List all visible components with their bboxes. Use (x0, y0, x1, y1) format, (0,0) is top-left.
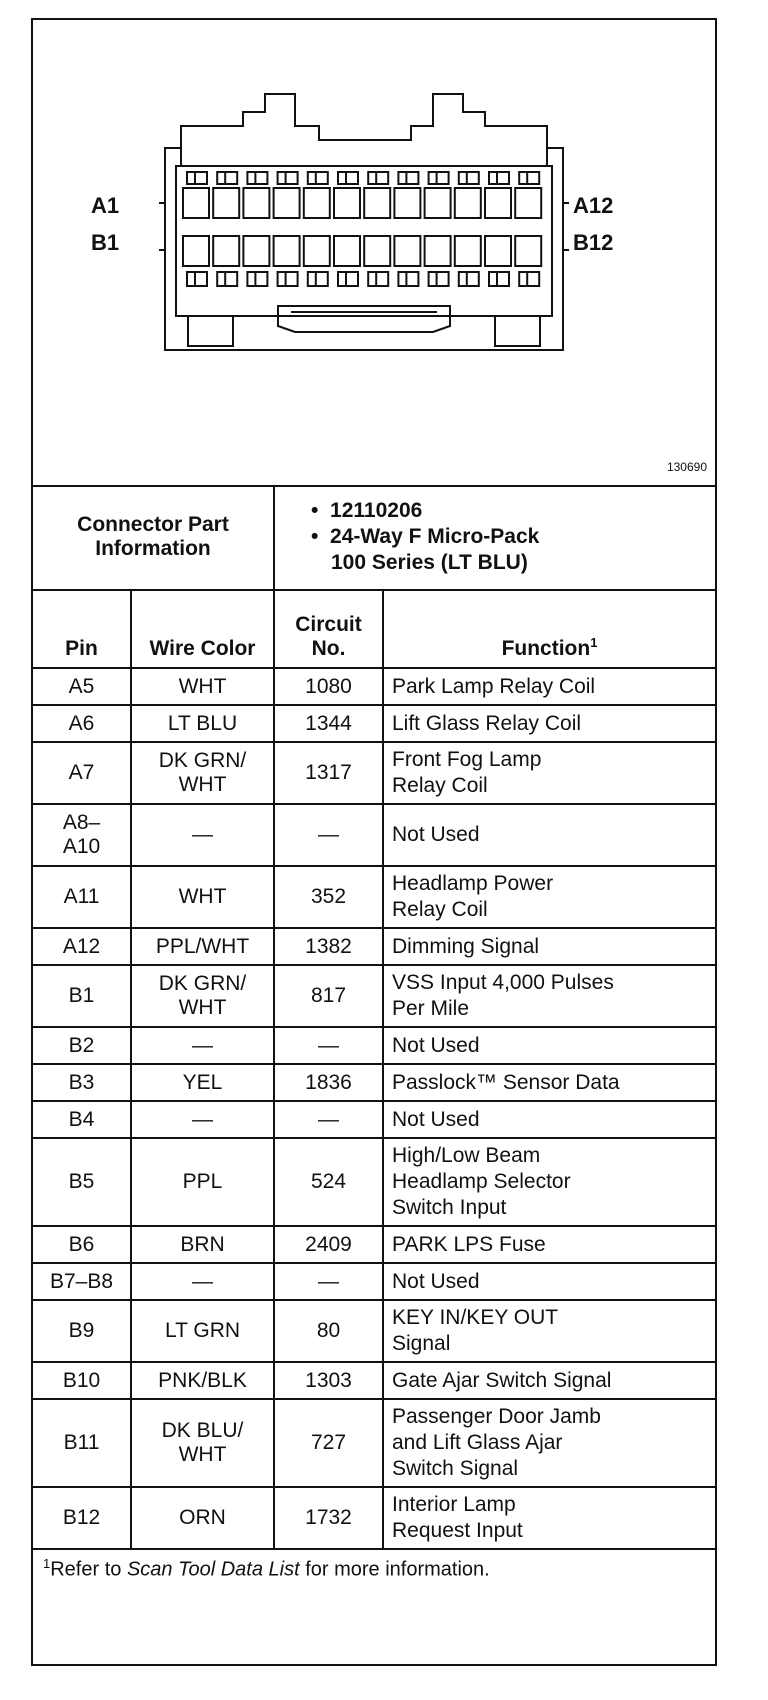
function-cell-line: Lift Glass Relay Coil (392, 711, 582, 735)
wire-color-cell-line: DK BLU/ (161, 1419, 244, 1442)
function-cell (383, 928, 715, 965)
function-cell (383, 866, 715, 928)
table-row (33, 705, 715, 742)
wire-color-cell-line: ORN (179, 1506, 226, 1529)
function-cell (383, 1300, 715, 1362)
function-cell-line: Park Lamp Relay Coil (392, 674, 596, 698)
table-row (33, 1362, 715, 1399)
wire-color-cell (131, 1487, 274, 1549)
function-cell (383, 742, 715, 804)
wire-color-cell-line: PPL/WHT (155, 934, 250, 958)
footnote-row (33, 1549, 715, 1588)
function-cell-line: Passenger Door Jamb (392, 1405, 601, 1428)
function-cell (383, 1027, 715, 1064)
function-cell-line: Relay Coil (392, 774, 488, 797)
wire-color-cell (131, 1101, 274, 1138)
footnote-prefix: Refer to (50, 1558, 127, 1581)
wire-color-cell (131, 1226, 274, 1263)
wire-color-cell (131, 1027, 274, 1064)
connector-info-label (33, 485, 274, 590)
function-cell (383, 1487, 715, 1549)
table-row (33, 1101, 715, 1138)
footnote-ref: 1 (590, 635, 598, 650)
wire-color-cell-line: DK GRN/ (158, 749, 247, 772)
circuit-cell: — (274, 804, 383, 866)
circuit-cell: — (274, 1027, 383, 1064)
pin-cell (33, 1300, 131, 1362)
function-cell-line: High/Low Beam (392, 1144, 541, 1167)
connector-sheet (31, 18, 717, 1666)
connector-description-line1: 24-Way F Micro-Pack (330, 525, 540, 548)
pin-label-b12: B12 (573, 230, 614, 255)
pin-label-a1: A1 (91, 193, 120, 218)
wire-color-cell (131, 742, 274, 804)
function-cell-line: Not Used (392, 1033, 480, 1057)
function-cell-line: PARK LPS Fuse (392, 1232, 546, 1256)
footnote-suffix: for more information. (299, 1558, 490, 1581)
pin-cell (33, 965, 131, 1027)
table-row (33, 1263, 715, 1300)
pin-cell-line: B10 (62, 1368, 101, 1392)
table-row (33, 668, 715, 705)
pinout-table (33, 485, 715, 1588)
wire-color-cell (131, 705, 274, 742)
connector-info-row (33, 485, 715, 590)
function-cell-line: Switch Input (392, 1196, 507, 1219)
function-cell-line: Headlamp Selector (392, 1170, 571, 1193)
wire-color-cell-line: — (192, 1033, 213, 1057)
wire-color-cell-line: PNK/BLK (158, 1368, 247, 1392)
table-row (33, 1027, 715, 1064)
wire-color-header: Wire Color (131, 590, 274, 668)
function-cell (383, 1399, 715, 1487)
footnote-mark: 1 (43, 1556, 51, 1572)
pin-cell (33, 1101, 131, 1138)
function-cell-line: Per Mile (392, 997, 470, 1020)
pin-cell-line: B9 (68, 1319, 95, 1342)
wire-color-cell (131, 866, 274, 928)
connector-info-values (274, 485, 715, 590)
function-cell-line: VSS Input 4,000 Pulses (392, 971, 614, 994)
table-row (33, 1399, 715, 1487)
wire-color-cell (131, 1064, 274, 1101)
circuit-cell: 524 (274, 1138, 383, 1226)
pin-cell-line: A7 (68, 761, 95, 784)
circuit-cell: 2409 (274, 1226, 383, 1263)
function-cell-line: Signal (392, 1332, 451, 1355)
circuit-cell: 1344 (274, 705, 383, 742)
circuit-cell: 1836 (274, 1064, 383, 1101)
function-cell-line: Front Fog Lamp (392, 748, 542, 771)
circuit-cell: 80 (274, 1300, 383, 1362)
pin-cell (33, 1138, 131, 1226)
function-cell (383, 668, 715, 705)
function-cell (383, 1138, 715, 1226)
table-row (33, 1064, 715, 1101)
wire-color-cell-line: — (192, 823, 213, 846)
pin-cell (33, 804, 131, 866)
function-cell (383, 965, 715, 1027)
wire-color-cell-line: BRN (180, 1232, 225, 1256)
circuit-cell: 1732 (274, 1487, 383, 1549)
circuit-cell: 1080 (274, 668, 383, 705)
function-header (383, 590, 715, 668)
function-cell (383, 1362, 715, 1399)
pin-cell-line: B1 (68, 984, 95, 1007)
function-cell-line: Headlamp Power (392, 872, 554, 895)
connector-diagram (33, 20, 715, 487)
circuit-header (274, 590, 383, 668)
circuit-cell: 817 (274, 965, 383, 1027)
circuit-header-line1: Circuit (295, 613, 362, 636)
pin-cell-line: A11 (63, 885, 100, 908)
wire-color-cell-line: LT BLU (167, 711, 238, 735)
pin-cell (33, 1362, 131, 1399)
function-cell (383, 1263, 715, 1300)
pin-cell (33, 928, 131, 965)
pin-cell (33, 1487, 131, 1549)
connector-info-label-line2: Information (95, 537, 211, 560)
function-cell-line: Switch Signal (392, 1457, 519, 1480)
wire-color-cell-line: WHT (178, 996, 227, 1019)
circuit-header-line2: No. (311, 637, 346, 660)
function-cell (383, 804, 715, 866)
wire-color-cell-line: — (192, 1107, 213, 1131)
pin-cell (33, 1064, 131, 1101)
footnote (33, 1549, 715, 1588)
connector-description-line2: 100 Series (LT BLU) (331, 551, 528, 574)
function-cell (383, 705, 715, 742)
circuit-cell: 1303 (274, 1362, 383, 1399)
pin-label-b1: B1 (91, 230, 120, 255)
pin-cell-line: A6 (68, 711, 95, 735)
pin-cell-line: A5 (68, 674, 95, 698)
pin-cell (33, 742, 131, 804)
circuit-cell: 1382 (274, 928, 383, 965)
wire-color-cell (131, 1362, 274, 1399)
pin-cell (33, 866, 131, 928)
pin-cell (33, 1027, 131, 1064)
function-cell-line: Dimming Signal (392, 934, 540, 958)
connector-info-label-line1: Connector Part (77, 513, 229, 536)
pin-cell (33, 1226, 131, 1263)
table-row (33, 928, 715, 965)
pin-cell-line: B11 (63, 1431, 100, 1454)
part-number-text: 12110206 (330, 499, 423, 522)
function-cell-line: Relay Coil (392, 898, 488, 921)
wire-color-cell (131, 1138, 274, 1226)
function-cell (383, 1064, 715, 1101)
pin-header: Pin (33, 590, 131, 668)
pin-cell-line: B4 (68, 1107, 95, 1131)
wire-color-cell (131, 1399, 274, 1487)
function-cell (383, 1226, 715, 1263)
wire-color-cell-line: DK GRN/ (158, 972, 247, 995)
circuit-cell: 352 (274, 866, 383, 928)
function-cell-line: Not Used (392, 823, 480, 846)
wire-color-cell-line: — (192, 1269, 213, 1293)
wire-color-cell-line: WHT (178, 1443, 227, 1466)
wire-color-cell (131, 965, 274, 1027)
function-cell-line: and Lift Glass Ajar (392, 1431, 563, 1454)
function-cell-line: Not Used (392, 1107, 480, 1131)
circuit-cell: 1317 (274, 742, 383, 804)
pin-cell-line: A8– (62, 811, 101, 834)
function-cell-line: Request Input (392, 1519, 523, 1542)
wire-color-cell (131, 804, 274, 866)
pin-cell-line: A10 (62, 835, 101, 858)
wire-color-cell (131, 928, 274, 965)
table-row (33, 866, 715, 928)
function-cell-line: Interior Lamp (392, 1493, 516, 1516)
pin-label-a12: A12 (573, 193, 614, 218)
table-header-row (33, 590, 715, 668)
pin-cell-line: B5 (68, 1170, 95, 1193)
figure-id: 130690 (666, 460, 707, 474)
wire-color-cell (131, 668, 274, 705)
table-row (33, 1226, 715, 1263)
circuit-cell: — (274, 1101, 383, 1138)
wire-color-cell-line: LT GRN (164, 1319, 241, 1342)
table-row (33, 804, 715, 866)
table-row (33, 1138, 715, 1226)
function-cell-line: Not Used (392, 1269, 480, 1293)
function-cell-line: KEY IN/KEY OUT (392, 1306, 559, 1329)
connector-description: • 24-Way F Micro-Pack (311, 525, 540, 548)
function-cell-line: Gate Ajar Switch Signal (392, 1368, 612, 1392)
wire-color-cell (131, 1300, 274, 1362)
wire-color-cell-line: YEL (182, 1070, 223, 1094)
pin-cell (33, 1263, 131, 1300)
pin-cell (33, 705, 131, 742)
pin-cell-line: B12 (62, 1506, 101, 1529)
pin-cell-line: B2 (68, 1033, 95, 1057)
circuit-cell: 727 (274, 1399, 383, 1487)
footnote-italic: Scan Tool Data List (126, 1558, 300, 1581)
pin-cell-line: B6 (68, 1232, 95, 1256)
function-header-text: Function (501, 637, 591, 660)
circuit-cell: — (274, 1263, 383, 1300)
function-cell (383, 1101, 715, 1138)
table-row (33, 1487, 715, 1549)
wire-color-cell (131, 1263, 274, 1300)
pin-cell (33, 668, 131, 705)
wire-color-cell-line: WHT (178, 773, 227, 796)
wire-color-cell-line: WHT (178, 885, 227, 908)
pin-cell-line: B3 (68, 1070, 95, 1094)
part-number: • 12110206 (311, 499, 423, 522)
table-row (33, 1300, 715, 1362)
wire-color-cell-line: WHT (178, 674, 227, 698)
wire-color-cell-line: PPL (182, 1170, 223, 1193)
function-cell-line: Passlock™ Sensor Data (392, 1070, 620, 1094)
pin-cell (33, 1399, 131, 1487)
table-row (33, 742, 715, 804)
pin-cell-line: A12 (62, 934, 101, 958)
table-row (33, 965, 715, 1027)
pin-cell-line: B7–B8 (49, 1269, 114, 1293)
